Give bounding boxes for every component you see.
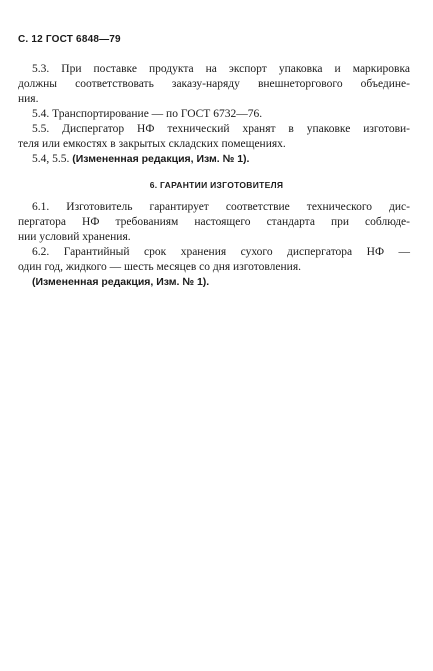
paragraph-6-2 xyxy=(18,245,410,275)
paragraph-6-1 xyxy=(18,200,410,245)
amendment-note-section-5 xyxy=(18,152,410,167)
amendment-line xyxy=(18,152,410,167)
amendment-text: (Измененная редакция, Изм. № 1). xyxy=(72,153,250,165)
amendment-note-section-6 xyxy=(18,275,410,290)
paragraph-line: 6.2. Гарантийный срок хранения сухого диспергатора НФ — xyxy=(32,246,410,258)
amendment-line xyxy=(18,275,410,290)
amendment-text: (Измененная редакция, Изм. № 1). xyxy=(32,276,210,288)
paragraph-5-4 xyxy=(18,107,410,122)
paragraph-line: нии условий хранения. xyxy=(18,231,131,243)
paragraph-line: 6.1. Изготовитель гарантирует соответствие технического дис- xyxy=(32,201,410,213)
page-header: С. 12 ГОСТ 6848—79 xyxy=(18,34,121,45)
paragraph-5-3 xyxy=(18,62,410,107)
paragraph-line: должны соответствовать заказу-наряду внешнеторгового объедине- xyxy=(18,78,410,90)
paragraph-5-5 xyxy=(18,122,410,152)
paragraph-line: теля или емкостях в закрытых складских помещениях. xyxy=(18,138,286,150)
paragraph-line: 5.5. Диспергатор НФ технический хранят в упаковке изготови- xyxy=(32,123,410,135)
amendment-prefix: 5.4, 5.5. xyxy=(32,153,73,165)
paragraph-line: 5.3. При поставке продукта на экспорт упаковка и маркировка xyxy=(32,63,410,75)
paragraph-line: 5.4. Транспортирование — по ГОСТ 6732—76. xyxy=(32,108,263,120)
paragraph-line: пергатора НФ требованиям настоящего стандарта при соблюде- xyxy=(18,216,410,228)
section-title: 6. ГАРАНТИИ ИЗГОТОВИТЕЛЯ xyxy=(149,180,284,190)
paragraph-line: один год, жидкого — шесть месяцев со дня изготовления. xyxy=(18,261,302,273)
paragraph-line: ния. xyxy=(18,93,39,105)
